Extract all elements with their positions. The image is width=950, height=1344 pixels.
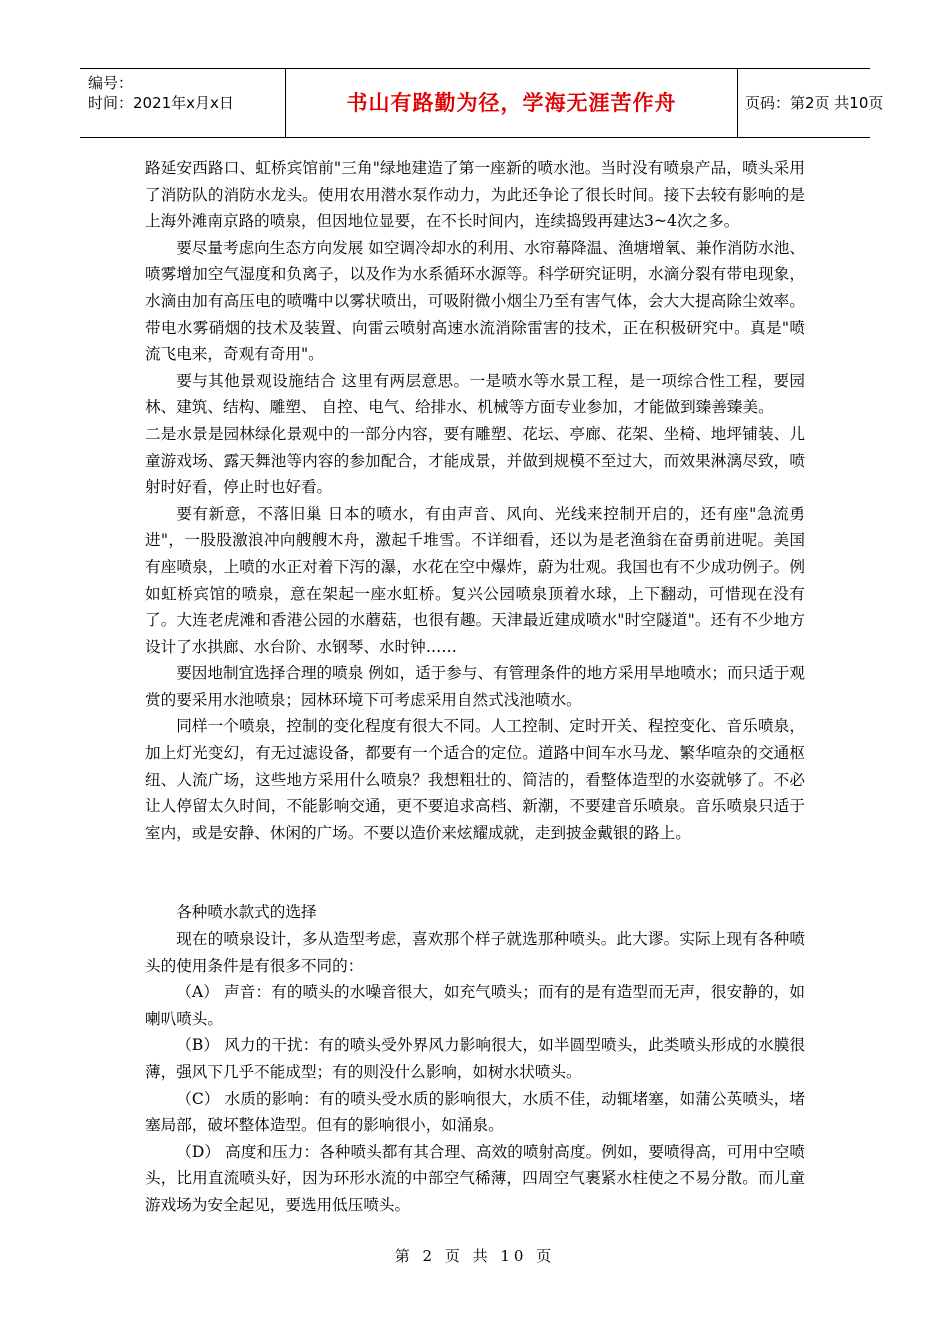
paragraph: 二是水景是园林绿化景观中的一部分内容，要有雕塑、花坛、亭廊、花架、坐椅、地坪铺装、儿童游戏场、露天舞池等内容的参加配合，才能成景，并做到规模不至过大，而效果淋漓尽致，喷射时好看，停止时也好看。 (145, 424, 805, 497)
list-item: （C） 水质的影响：有的喷头受水质的影响很大，水质不佳，动辄堵塞，如蒲公英喷头，堵塞局部，破坏整体造型。但有的影响很小，如涌泉。 (145, 1089, 805, 1135)
page-footer (0, 1245, 950, 1266)
document-body (145, 155, 805, 1219)
page-header (80, 68, 884, 138)
footer-page-number: 第 2 页 共 10 页 (394, 1247, 556, 1265)
paragraph: 要与其他景观设施结合 这里有两层意思。一是喷水等水景工程，是一项综合性工程，要园林、建筑、结构、雕塑、 自控、电气、给排水、机械等方面专业参加，才能做到臻善臻美。 (145, 371, 805, 417)
list-item: （A） 声音：有的喷头的水噪音很大，如充气喷头；而有的是有造型而无声，很安静的，如喇叭喷头。 (145, 983, 805, 1028)
section-heading: 各种喷水款式的选择 (176, 903, 317, 922)
header-meta (88, 73, 283, 113)
paragraph: 同样一个喷泉，控制的变化程度有很大不同。人工控制、定时开关、程控变化、音乐喷泉，加上灯光变幻，有无过滤设备，都要有一个适合的定位。道路中间车水马龙、繁华喧杂的交通枢纽、人流广场，这些地方采用什么喷泉？我想粗壮的、简洁的，看整体造型的水姿就够了。不必让人停留太久时间，不能影响交通，更不要追求高档、新潮，不要建音乐喷泉。音乐喷泉只适于室内，或是安静、休闲的广场。不要以造价来炫耀成就，走到披金戴银的路上。 (145, 717, 805, 842)
paragraph: 现在的喷泉设计，多从造型考虑，喜欢那个样子就选那种喷头。此大谬。实际上现有各种喷头的使用条件是有很多不同的： (145, 930, 805, 975)
header-page-number: 页码：第2页 共10页 (745, 94, 884, 112)
document-date-label: 时间：2021年x月x日 (88, 94, 234, 112)
document-number-label: 编号： (88, 74, 134, 92)
paragraph: 要尽量考虑向生态方向发展 如空调冷却水的利用、水帘幕降温、渔塘增氧、兼作消防水池、喷雾增加空气湿度和负离子，以及作为水系循环水源等。科学研究证明，水滴分裂有带电现象，水滴由加有高压电的喷嘴中以雾状喷出，可吸附微小烟尘乃至有害气体，会大大提高除尘效率。带电水雾硝烟的技术及装置、向雷云喷射高速水流消除雷害的技术，正在积极研究中。真是"喷流飞电来，奇观有奇用"。 (145, 238, 805, 364)
paragraph: 要因地制宜选择合理的喷泉 例如，适于参与、有管理条件的地方采用旱地喷水；而只适于观赏的要采用水池喷泉；园林环境下可考虑采用自然式浅池喷水。 (145, 664, 805, 709)
list-item: （D） 高度和压力：各种喷头都有其合理、高效的喷射高度。例如，要喷得高，可用中空喷头，比用直流喷头好，因为环形水流的中部空气稀薄，四周空气裹紧水柱使之不易分散。而儿童游戏场为安全起见，要选用低压喷头。 (145, 1142, 805, 1214)
paragraph: 路延安西路口、虹桥宾馆前"三角"绿地建造了第一座新的喷水池。当时没有喷泉产品，喷头采用了消防队的消防水龙头。使用农用潜水泵作动力，为此还争论了很长时间。接下去较有影响的是上海外滩南京路的喷泉，但因地位显要，在不长时间内，连续捣毁再建达3~4次之多。 (145, 159, 805, 231)
list-item: （B） 风力的干扰：有的喷头受外界风力影响很大，如半圆型喷头，此类喷头形成的水膜很薄，强风下几乎不能成型；有的则没什么影响，如树水状喷头。 (145, 1036, 805, 1081)
paragraph: 要有新意，不落旧巢 日本的喷水，有由声音、风向、光线来控制开启的，还有座"急流勇进"，一股股激浪冲向艘艘木舟，激起千堆雪。不详细看，还以为是老渔翁在奋勇前进呢。美国有座喷泉，上喷的水正对着下泻的瀑，水花在空中爆炸，蔚为壮观。我国也有不少成功例子。例如虹桥宾馆的喷泉，意在架起一座水虹桥。复兴公园喷泉顶着水球，上下翻动，可惜现在没有了。大连老虎滩和香港公园的水蘑菇，也很有趣。天津最近建成喷水"时空隧道"。还有不少地方设计了水拱廊、水台阶、水钢琴、水时钟…… (145, 504, 805, 656)
header-motto: 书山有路勤为径，学海无涯苦作舟 (285, 69, 738, 137)
